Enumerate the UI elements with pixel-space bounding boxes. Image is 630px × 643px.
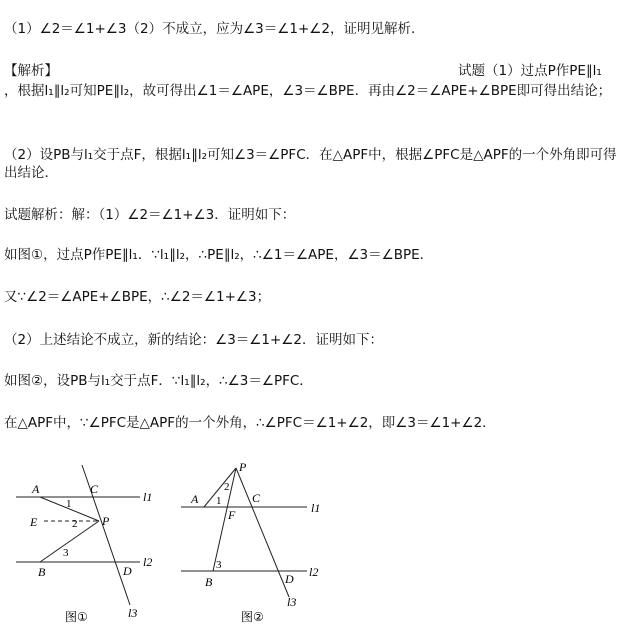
label-d: D <box>285 572 294 586</box>
angle-1-label: 1 <box>216 495 222 507</box>
figure-1 <box>10 455 185 640</box>
analysis-part2: （2）设PB与l₁交于点F，根据l₁∥l₂可知∠3＝∠PFC．在△APF中，根据∠PFC是△APF的一个外角即可得出结论． <box>4 147 617 181</box>
label-b: B <box>38 565 46 579</box>
figure-2-caption: 图② <box>241 610 264 624</box>
label-a: A <box>32 482 40 496</box>
solution-part2-claim: （2）上述结论不成立，新的结论：∠3＝∠1+∠2．证明如下： <box>4 332 383 348</box>
analysis-part1: ，根据l₁∥l₂可知PE∥l₂，故可得出∠1＝∠APE，∠3＝∠BPE．再由∠2＝∠APE+∠BPE即可得出结论； <box>4 83 612 99</box>
label-d: D <box>123 564 132 578</box>
angle-3-label: 3 <box>216 559 222 571</box>
figure-1-caption: 图① <box>65 610 88 624</box>
line-l1-label: l1 <box>311 501 321 515</box>
solution-part1-step2: 又∵∠2＝∠APE+∠BPE，∴∠2＝∠1+∠3； <box>4 289 271 305</box>
label-c: C <box>90 482 99 496</box>
solution-part2-step1: 如图②，设PB与l₁交于点F．∵l₁∥l₂，∴∠3＝∠PFC． <box>4 373 313 389</box>
angle-2-label: 2 <box>224 481 230 493</box>
line-l3-label: l3 <box>128 606 138 620</box>
label-e: E <box>30 515 38 529</box>
analysis-intro: 试题（1）过点P作PE∥l₁ <box>458 63 602 79</box>
label-c: C <box>252 491 261 505</box>
label-p: P <box>102 514 110 528</box>
solution-part1-step1: 如图①，过点P作PE∥l₁．∵l₁∥l₂，∴PE∥l₂，∴∠1＝∠APE，∠3＝∠BPE． <box>4 247 434 263</box>
analysis-heading: 【解析】 <box>4 63 58 79</box>
label-a: A <box>191 492 199 506</box>
line-l3-through-p <box>236 468 289 597</box>
solution-part1-claim: 试题解析：解：（1）∠2＝∠1+∠3．证明如下： <box>4 207 296 223</box>
label-b: B <box>205 575 213 589</box>
label-f: F <box>228 508 236 522</box>
angle-1-label: 1 <box>66 498 72 510</box>
line-l2-label: l2 <box>309 565 319 579</box>
angle-2-label: 2 <box>72 518 78 530</box>
line-l2-label: l2 <box>143 555 153 569</box>
solution-part2-step2: 在△APF中，∵∠PFC是△APF的一个外角，∴∠PFC＝∠1+∠2，即∠3＝∠1+∠2． <box>4 415 496 431</box>
angle-3-label: 3 <box>63 547 69 559</box>
line-l3-label: l3 <box>287 595 297 609</box>
answer-summary: （1）∠2＝∠1+∠3（2）不成立，应为∠3＝∠1+∠2，证明见解析. <box>4 21 416 37</box>
segment-bp <box>40 521 99 562</box>
figure-2 <box>175 455 335 640</box>
label-p: P <box>239 460 247 474</box>
line-l1-label: l1 <box>143 490 153 504</box>
